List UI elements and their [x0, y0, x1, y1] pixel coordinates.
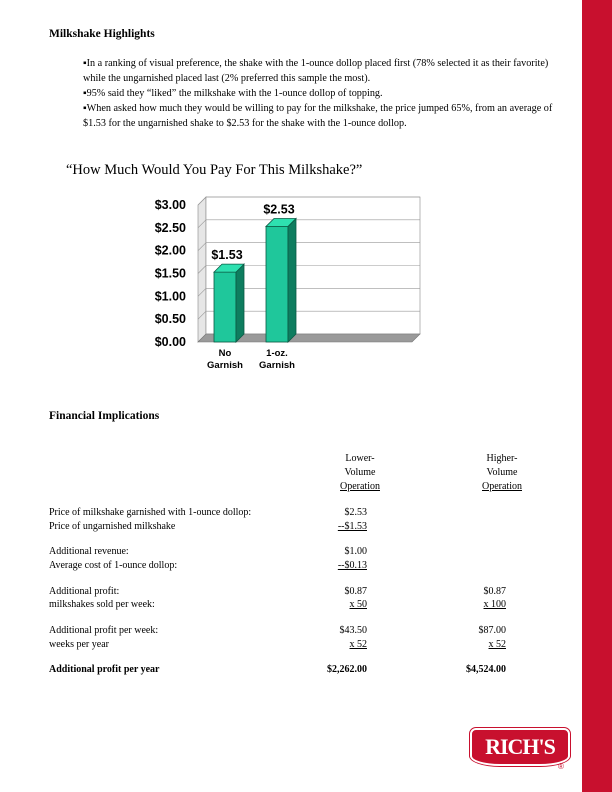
row-higher-value: $87.00 — [478, 625, 506, 636]
x-category-label: 1-oz. — [266, 348, 288, 359]
col-head-higher-line: Volume — [486, 467, 518, 478]
row-higher-value: $0.87 — [483, 586, 506, 597]
row-lower-total: $2,262.00 — [327, 664, 367, 675]
x-category-label: Garnish — [259, 360, 295, 371]
y-tick-label: $0.50 — [154, 312, 186, 327]
row-higher-value: x 52 — [488, 639, 506, 650]
x-category-label: No — [218, 348, 232, 359]
highlight-bullet: ▪When asked how much they would be willing to pay for the milkshake, the price jumped 65%, from an average of $1.53 for the ungarnished shake to $2.53 for the shake with the 1-ounce dollop. — [83, 103, 553, 129]
registered-mark: ® — [558, 762, 564, 771]
highlight-bullet: ▪95% said they “liked” the milkshake with the 1-ounce dollop of topping. — [83, 88, 383, 99]
y-tick-label: $3.00 — [154, 198, 186, 212]
row-lower-value: $0.87 — [344, 586, 367, 597]
price-bar-chart — [140, 190, 430, 375]
red-side-bar — [582, 0, 612, 792]
col-head-higher — [472, 452, 532, 494]
y-tick-label: $0.00 — [154, 335, 186, 349]
row-lower-value: x 52 — [349, 639, 367, 650]
row-lower-value: --$0.13 — [337, 560, 367, 571]
row-higher-total: $4,524.00 — [466, 664, 506, 675]
row-higher-value: x 100 — [483, 599, 506, 610]
row-lower-value: $1.00 — [344, 546, 367, 557]
bar-data-label: $1.53 — [211, 248, 243, 263]
bar-side — [236, 264, 244, 342]
financial-title: Financial Implications — [49, 410, 160, 422]
highlights-list — [83, 56, 563, 131]
row-lower-value: $43.50 — [339, 625, 367, 636]
col-head-lower-line: Operation — [340, 481, 380, 492]
row-label: Additional profit per week: — [49, 625, 159, 636]
row-label: Price of ungarnished milkshake — [49, 521, 176, 532]
col-head-higher-line: Higher- — [486, 453, 518, 464]
bar-front — [266, 226, 288, 342]
row-label: Average cost of 1-ounce dollop: — [49, 560, 178, 571]
row-label: Additional revenue: — [49, 546, 129, 557]
row-lower-value: --$1.53 — [337, 521, 367, 532]
highlight-bullet: ▪In a ranking of visual preference, the shake with the 1-ounce dollop placed first (78% selected it as their favorite) while the ungarnished placed last (2% preferred this sample the most). — [83, 58, 549, 84]
row-label: Additional profit: — [49, 586, 120, 597]
y-tick-label: $1.50 — [154, 266, 186, 281]
bar-front — [214, 272, 236, 342]
row-label-total: Additional profit per year — [49, 664, 160, 675]
highlights-title: Milkshake Highlights — [49, 28, 155, 40]
row-lower-value: x 50 — [349, 599, 367, 610]
y-tick-label: $2.50 — [154, 220, 186, 235]
row-label: milkshakes sold per week: — [49, 599, 155, 610]
x-category-label: Garnish — [207, 360, 243, 371]
col-head-lower-line: Volume — [344, 467, 376, 478]
col-head-higher-line: Operation — [482, 481, 522, 492]
y-tick-label: $1.00 — [154, 289, 186, 304]
row-lower-value: $2.53 — [344, 507, 367, 518]
row-label: Price of milkshake garnished with 1-ounce dollop: — [49, 507, 252, 518]
richs-logo: RICH'S — [470, 728, 570, 766]
bar-data-label: $2.53 — [263, 202, 295, 217]
chart-title: “How Much Would You Pay For This Milkshake?” — [66, 162, 363, 178]
col-head-lower-line: Lower- — [345, 453, 375, 464]
bar-side — [288, 218, 296, 342]
y-tick-label: $2.00 — [154, 243, 186, 258]
row-label: weeks per year — [49, 639, 109, 650]
col-head-lower — [330, 452, 390, 494]
